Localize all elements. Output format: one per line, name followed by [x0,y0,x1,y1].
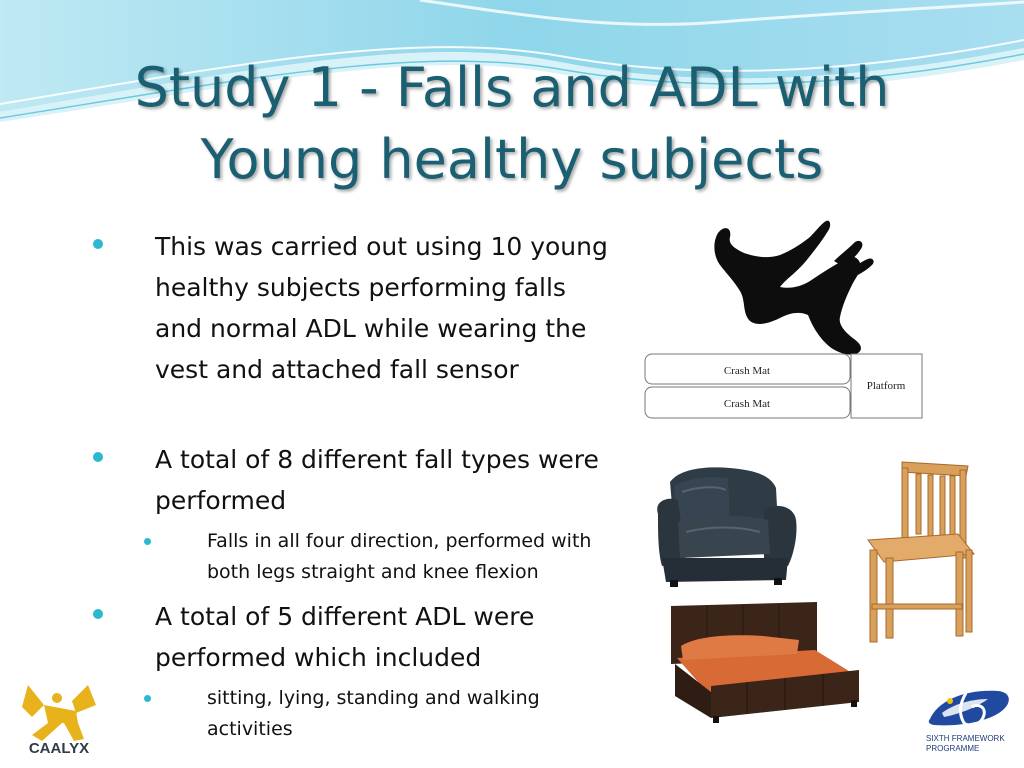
sub-bullet-1-text: Falls in all four direction, performed with both legs straight and knee flexion [207,530,592,583]
bullet-2 [155,439,615,521]
platform-box [851,354,922,418]
fp6-logo-line-2: PROGRAMME [926,744,980,753]
fp6-logo-line-1: SIXTH FRAMEWORK [926,734,1005,743]
bullet-3-text: A total of 5 different ADL were performed which included [155,602,535,672]
bullet-2-text: A total of 8 different fall types were performed [155,445,599,515]
bullet-dot-icon [144,538,151,545]
sub-bullet-2-text: sitting, lying, standing and walking activities [207,687,540,740]
fp6-logo [920,683,1016,757]
bed-image [667,600,867,725]
crash-mat-bottom-label: Crash Mat [723,398,771,410]
falling-person-icon [714,221,873,355]
crash-mat-bottom [645,387,850,418]
armchair-image [652,462,802,592]
chair-image [862,458,978,646]
bullet-3 [155,596,615,678]
bullet-1 [155,226,615,390]
crash-mat-top [645,354,850,384]
bullet-dot-icon [93,452,103,462]
platform-label: Platform [866,380,906,392]
sub-bullet-1 [207,526,627,588]
crash-mat-top-label: Crash Mat [723,365,771,377]
bullet-dot-icon [93,609,103,619]
title-line-2: Young healthy subjects [200,128,824,191]
sub-bullet-2 [207,683,627,745]
bullet-dot-icon [93,239,103,249]
slide-title [40,52,984,196]
title-line-1: Study 1 - Falls and ADL with [134,56,890,119]
fall-diagram [640,215,930,425]
bullet-dot-icon [144,695,151,702]
bullet-1-text: This was carried out using 10 young healthy subjects performing falls and normal ADL while wearing the vest and attached fall sensor [155,232,608,384]
caalyx-logo-text: CAALYX [28,740,90,755]
caalyx-logo [18,683,100,755]
